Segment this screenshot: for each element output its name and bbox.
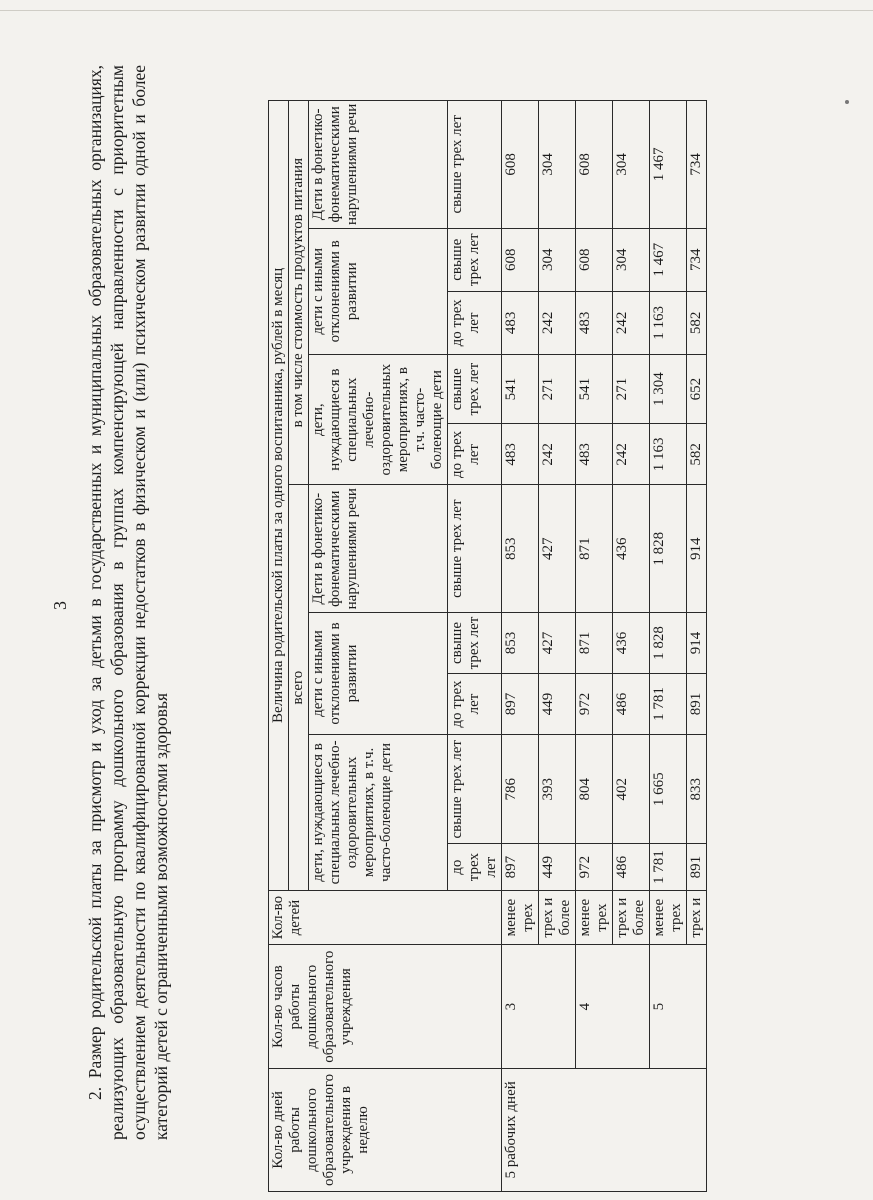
fee-value-cell: 1 467 — [650, 101, 687, 229]
fee-value-cell: 242 — [539, 291, 576, 354]
fee-value-cell: 304 — [539, 101, 576, 229]
fee-value-cell: 833 — [687, 735, 707, 844]
kids-cell: менее трех — [502, 890, 539, 945]
fee-value-cell: 1 665 — [650, 735, 687, 844]
fee-value-cell: 972 — [576, 844, 613, 890]
hours-cell: 5 — [650, 945, 707, 1068]
fees-table — [268, 100, 707, 1192]
fee-value-cell: 582 — [687, 424, 707, 485]
kids-cell: трех и более — [539, 890, 576, 945]
header-over3: свыше трех лет — [448, 612, 502, 673]
fee-value-cell: 436 — [613, 485, 650, 613]
header-under3: до трех лет — [448, 424, 502, 485]
table-row — [502, 101, 539, 1192]
fee-value-cell: 891 — [687, 674, 707, 735]
fee-value-cell: 483 — [576, 291, 613, 354]
header-under3: до трех лет — [448, 291, 502, 354]
fee-value-cell: 734 — [687, 228, 707, 291]
header-under3: до трех лет — [448, 674, 502, 735]
fee-value-cell: 449 — [539, 674, 576, 735]
header-over3: свыше трех лет — [448, 735, 502, 844]
fee-value-cell: 608 — [576, 101, 613, 229]
fee-value-cell: 427 — [539, 612, 576, 673]
fee-value-cell: 734 — [687, 101, 707, 229]
header-over3: свыше трех лет — [448, 354, 502, 423]
header-over3: свыше трех лет — [448, 485, 502, 613]
fee-value-cell: 483 — [576, 424, 613, 485]
hours-cell: 4 — [576, 945, 650, 1068]
intro-text: 2. Размер родительской платы за присмотр и уход за детьми в государственных и муниципальных образовательных организациях, реализующих образовательную программу дошкольного образования в группах компенсирующей направленности с приоритетным осуществлением деятельности по квалифицированной коррекции недостатков в физическом и (или) психическом развитии одной и более категорий детей с ограниченными возможностями здоровья — [85, 65, 171, 1140]
fee-value-cell: 271 — [613, 354, 650, 423]
kids-cell: трех и более — [613, 890, 650, 945]
table-row — [650, 101, 687, 1192]
fee-value-cell: 582 — [687, 291, 707, 354]
fee-value-cell: 304 — [613, 228, 650, 291]
fee-value-cell: 804 — [576, 735, 613, 844]
header-total-health: дети, нуждающиеся в специальных лечебно-оздоровительных мероприятиях, в т.ч. часто-болеющие дети — [309, 735, 448, 891]
fee-value-cell: 608 — [502, 101, 539, 229]
fee-value-cell: 652 — [687, 354, 707, 423]
fee-value-cell: 242 — [613, 291, 650, 354]
days-cell: 5 рабочих дней — [502, 1068, 707, 1191]
header-kids: Кол-во детей — [269, 890, 502, 945]
fee-value-cell: 402 — [613, 735, 650, 844]
fee-value-cell: 853 — [502, 485, 539, 613]
fee-value-cell: 1 828 — [650, 612, 687, 673]
fees-table-body — [502, 101, 707, 1192]
fee-value-cell: 786 — [502, 735, 539, 844]
fee-value-cell: 1 828 — [650, 485, 687, 613]
header-food-speech: Дети в фонетико-фонематическими нарушениями речи — [309, 101, 448, 229]
header-total-other: дети с иными отклонениями в развитии — [309, 612, 448, 734]
fee-value-cell: 436 — [613, 612, 650, 673]
fee-value-cell: 871 — [576, 612, 613, 673]
fee-value-cell: 242 — [539, 424, 576, 485]
header-over3: свыше трех лет — [448, 228, 502, 291]
fee-value-cell: 483 — [502, 424, 539, 485]
fee-value-cell: 1 781 — [650, 674, 687, 735]
kids-cell: менее трех — [576, 890, 613, 945]
fee-value-cell: 1 163 — [650, 291, 687, 354]
header-fee: Величина родительской платы за одного воспитанника, рублей в месяц — [269, 101, 289, 891]
fee-value-cell: 242 — [613, 424, 650, 485]
header-under3: до трех лет — [448, 844, 502, 890]
fee-value-cell: 271 — [539, 354, 576, 423]
header-hours: Кол-во часов работы дошкольного образовательного учреждения — [269, 945, 502, 1068]
fee-value-cell: 541 — [502, 354, 539, 423]
header-food-other: дети с иными отклонениями в развитии — [309, 228, 448, 354]
header-total: всего — [289, 485, 309, 890]
fee-value-cell: 449 — [539, 844, 576, 890]
fee-value-cell: 427 — [539, 485, 576, 613]
header-food-health: дети, нуждающиеся в специальных лечебно-оздоровительных мероприятиях, в т.ч. часто-болеющие дети — [309, 354, 448, 484]
fee-value-cell: 1 163 — [650, 424, 687, 485]
fee-value-cell: 972 — [576, 674, 613, 735]
header-days: Кол-во дней работы дошкольного образовательного учреждения в неделю — [269, 1068, 502, 1191]
fee-value-cell: 608 — [576, 228, 613, 291]
header-food: в том числе стоимость продуктов питания — [289, 101, 309, 485]
fee-value-cell: 914 — [687, 485, 707, 613]
fee-value-cell: 486 — [613, 844, 650, 890]
fees-table-container — [268, 0, 707, 1192]
fee-value-cell: 486 — [613, 674, 650, 735]
fee-value-cell: 1 304 — [650, 354, 687, 423]
fee-value-cell: 1 781 — [650, 844, 687, 890]
fee-value-cell: 608 — [502, 228, 539, 291]
fee-value-cell: 483 — [502, 291, 539, 354]
fee-value-cell: 853 — [502, 612, 539, 673]
kids-cell: трех и — [687, 890, 707, 945]
fee-value-cell: 897 — [502, 674, 539, 735]
fee-value-cell: 897 — [502, 844, 539, 890]
page-number: 3 — [50, 601, 70, 610]
intro-paragraph — [84, 65, 172, 1140]
hours-cell: 3 — [502, 945, 576, 1068]
fee-value-cell: 304 — [613, 101, 650, 229]
table-row — [576, 101, 613, 1192]
fee-value-cell: 891 — [687, 844, 707, 890]
fee-value-cell: 1 467 — [650, 228, 687, 291]
fee-value-cell: 914 — [687, 612, 707, 673]
fee-value-cell: 304 — [539, 228, 576, 291]
header-over3: свыше трех лет — [448, 101, 502, 229]
fee-value-cell: 541 — [576, 354, 613, 423]
kids-cell: менее трех — [650, 890, 687, 945]
fee-value-cell: 871 — [576, 485, 613, 613]
fee-value-cell: 393 — [539, 735, 576, 844]
header-total-speech: Дети в фонетико-фонематическими нарушениями речи — [309, 485, 448, 613]
header-row-1 — [269, 101, 289, 1192]
